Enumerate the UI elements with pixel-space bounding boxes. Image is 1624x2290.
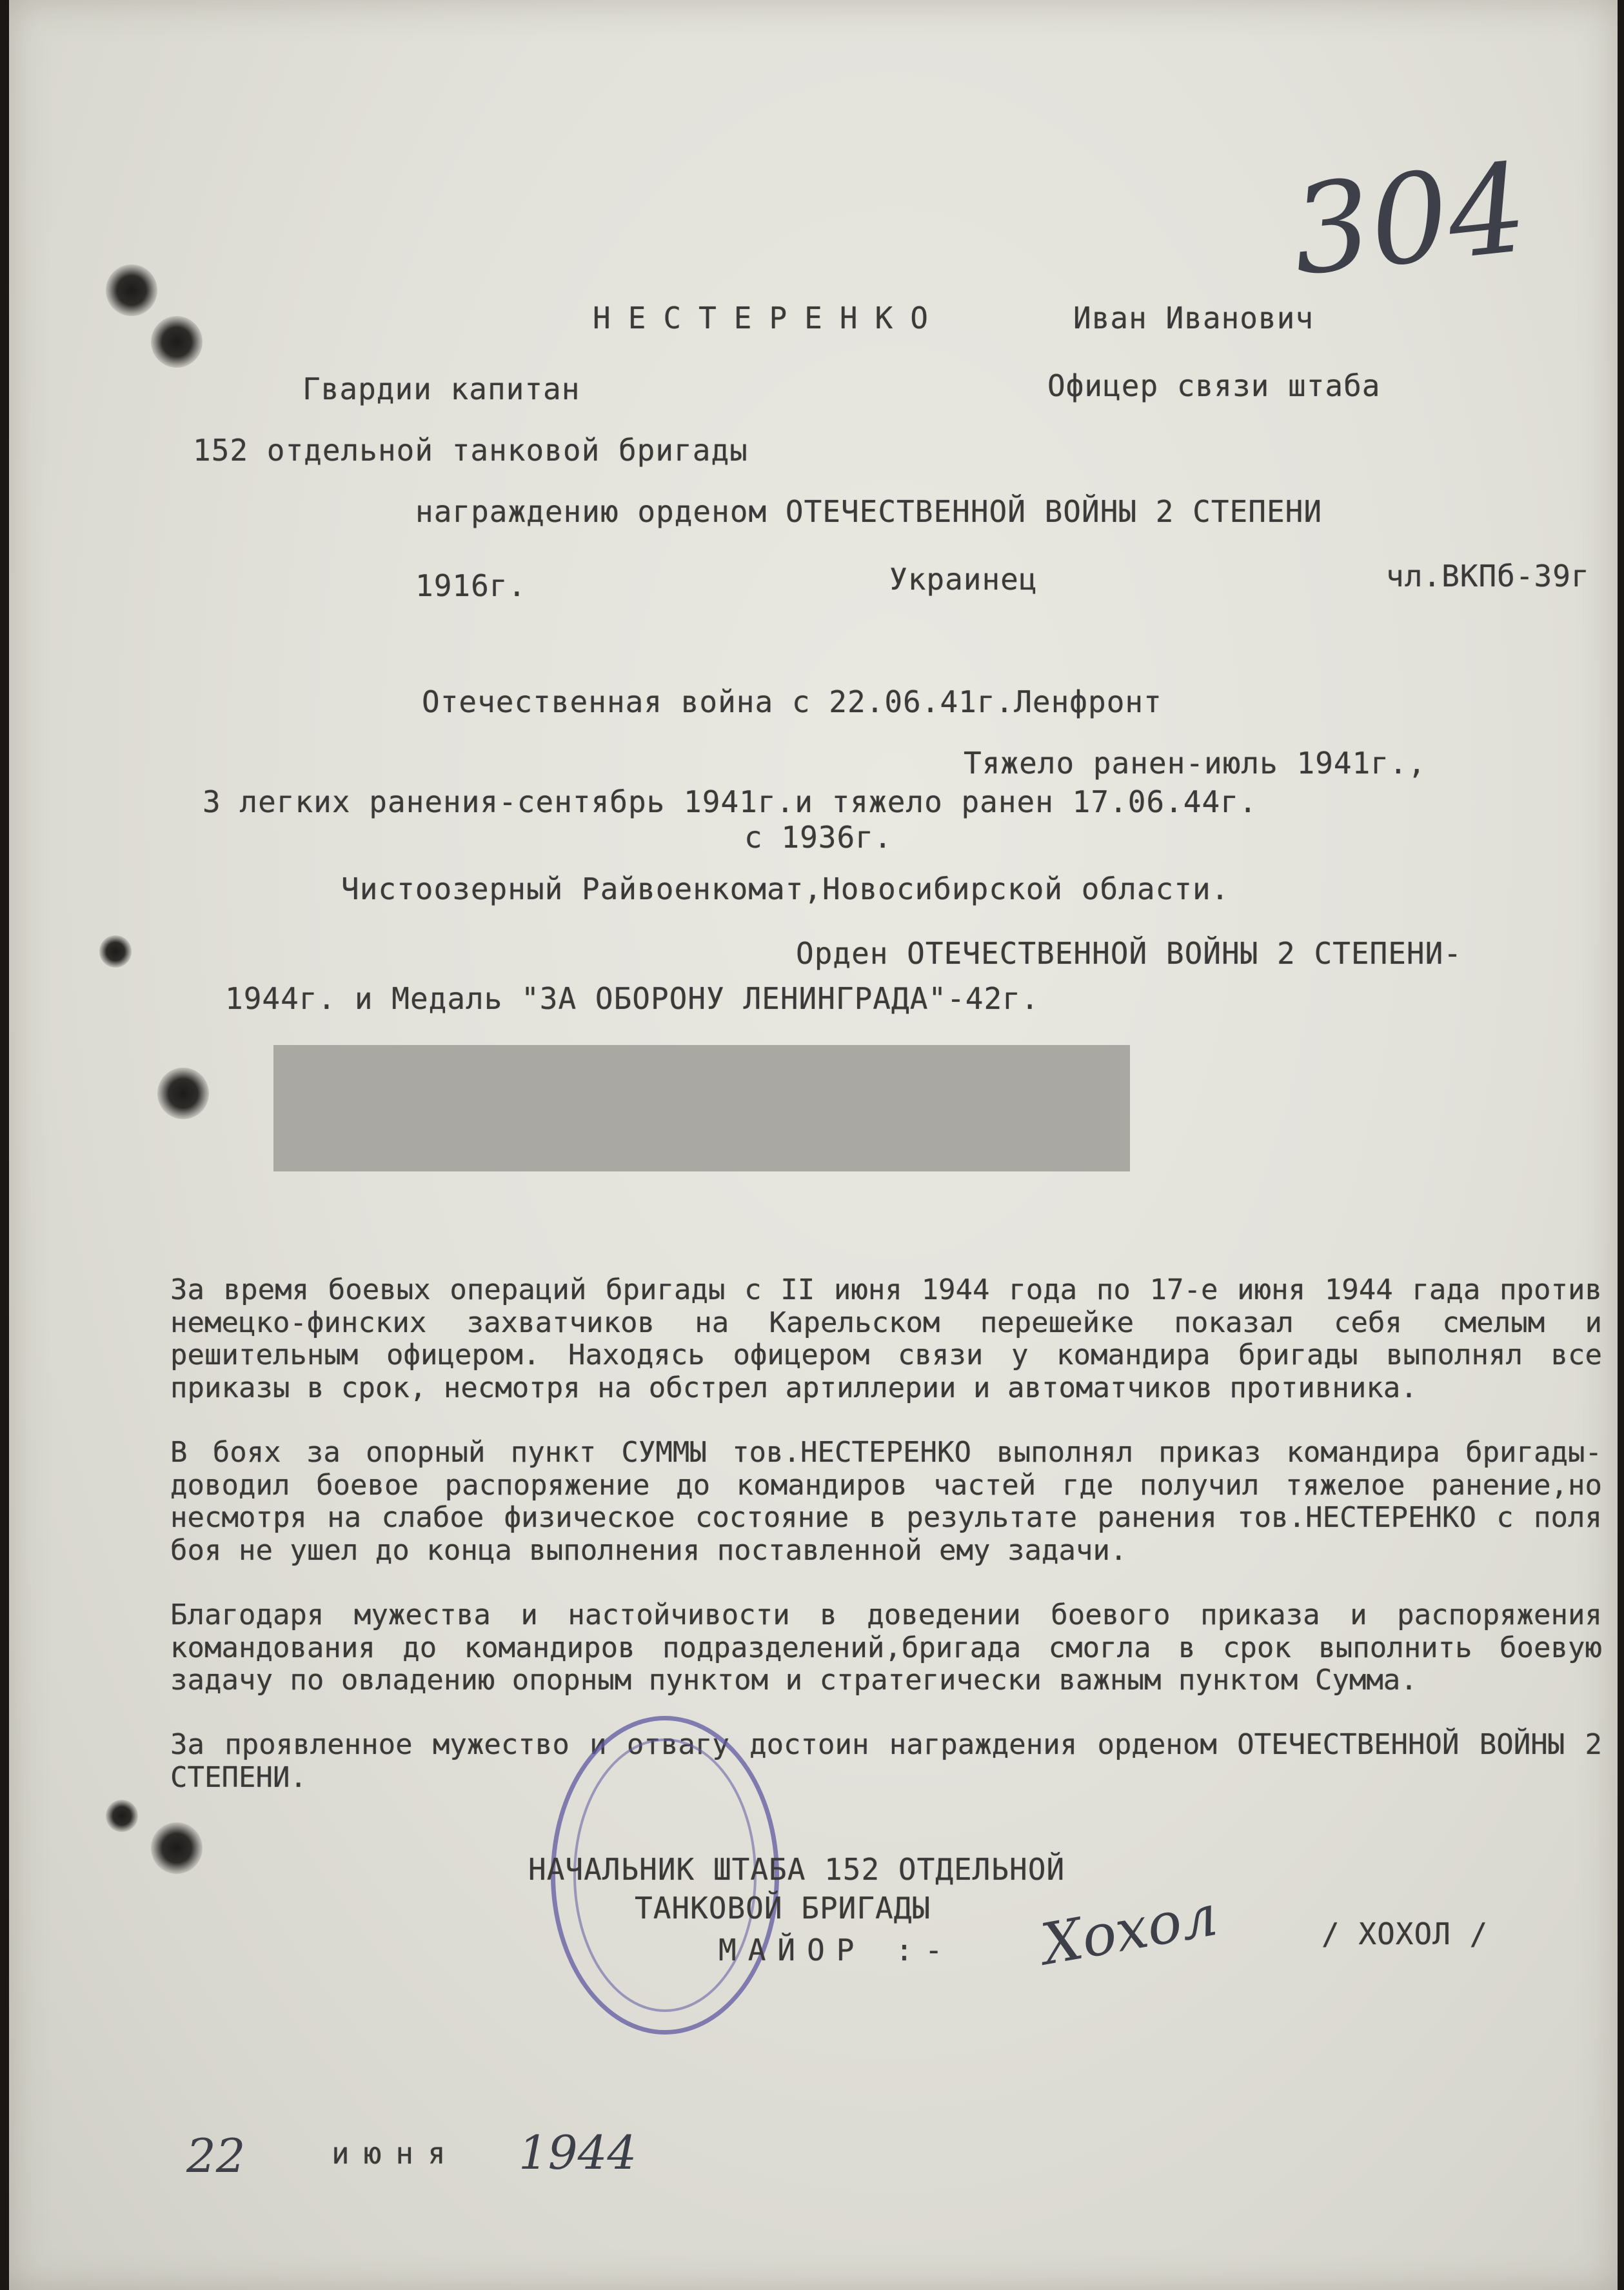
punch-hole [99,935,132,968]
signatory-title-line-1: НАЧАЛЬНИК ШТАБА 152 ОТДЕЛЬНОЙ [528,1852,1065,1887]
party-membership: чл.ВКПб-39г [1386,559,1590,593]
prior-awards-line-2: 1944г. и Медаль "ЗА ОБОРОНУ ЛЕНИНГРАДА"-42г. [225,981,1040,1016]
date-year: 1944 [519,2126,637,2180]
award-nominated: награждению орденом ОТЕЧЕСТВЕННОЙ ВОЙНЫ 2 СТЕПЕНИ [415,494,1323,529]
document-sheet [9,0,1618,2290]
citation-paragraph-3: Благодаря мужества и настойчивости в доведении боевого приказа и распоряжения командования до командиров подразделений,бригада смогла в срок выполнить боевую задачу по овладению опорным пунктом и стратегически важным пунктом Сумма. [170,1598,1602,1697]
signatory-title-line-2: ТАНКОВОЙ БРИГАДЫ [635,1891,931,1926]
wounds-line-2: 3 легких ранения-сентябрь 1941г.и тяжело ранен 17.06.44г. [203,784,1258,819]
handwritten-signature: Хохол [1036,1881,1223,1978]
service-since: с 1936г. [744,820,893,855]
enlistment-office: Чистоозерный Райвоенкомат,Новосибирской области. [341,871,1230,906]
prior-awards-line-1: Орден ОТЕЧЕСТВЕННОЙ ВОЙНЫ 2 СТЕПЕНИ- [796,936,1462,971]
rank: Гвардии капитан [302,372,580,406]
signatory-rank: МАЙОР :- [718,1933,955,1967]
war-participation: Отечественная война с 22.06.41г.Ленфронт [422,684,1162,719]
surname: НЕСТЕРЕНКО [593,301,946,335]
citation-paragraph-1: За время боевых операций бригады с II июня 1944 года по 17-е июня 1944 гада против немецко-финских захватчиков на Карельском перешейке показал себя смелым и решительным офицером. Находясь офицером связи у командира бригады выполнял все приказы в срок, несмотря на обстрел артиллерии и автоматчиков противника. [170,1273,1602,1404]
date-month: июня [332,2136,460,2171]
punch-hole [106,1800,138,1832]
given-name: Иван Иванович [1073,301,1314,335]
punch-hole [106,264,157,316]
punch-hole [151,1822,203,1874]
wounds-line-1: Тяжело ранен-июль 1941г., [964,746,1427,781]
nationality: Украинец [889,562,1038,597]
citation-paragraph-4: За проявленное мужество и отвагу достоин награждения орденом ОТЕЧЕСТВЕННОЙ ВОЙНЫ 2 СТЕПЕНИ. [170,1728,1602,1794]
redacted-block [273,1045,1130,1171]
punch-hole [157,1068,209,1119]
signatory-name: / ХОХОЛ / [1322,1917,1489,1951]
page-number: 304 [1285,136,1534,303]
citation-paragraph-2: В боях за опорный пункт СУММЫ тов.НЕСТЕРЕНКО выполнял приказ командира бригады-доводил боевое распоряжение до командиров частей где получил тяжелое ранение,но несмотря на слабое физическое состояние в результате ранения тов.НЕСТЕРЕНКО с поля боя не ушел до конца выполнения поставленной ему задачи. [170,1436,1602,1567]
punch-hole [151,316,203,368]
birth-year: 1916г. [415,568,527,603]
unit: 152 отдельной танковой бригады [193,433,748,468]
position: Офицер связи штаба [1047,368,1381,403]
date-day: 22 [186,2129,246,2183]
